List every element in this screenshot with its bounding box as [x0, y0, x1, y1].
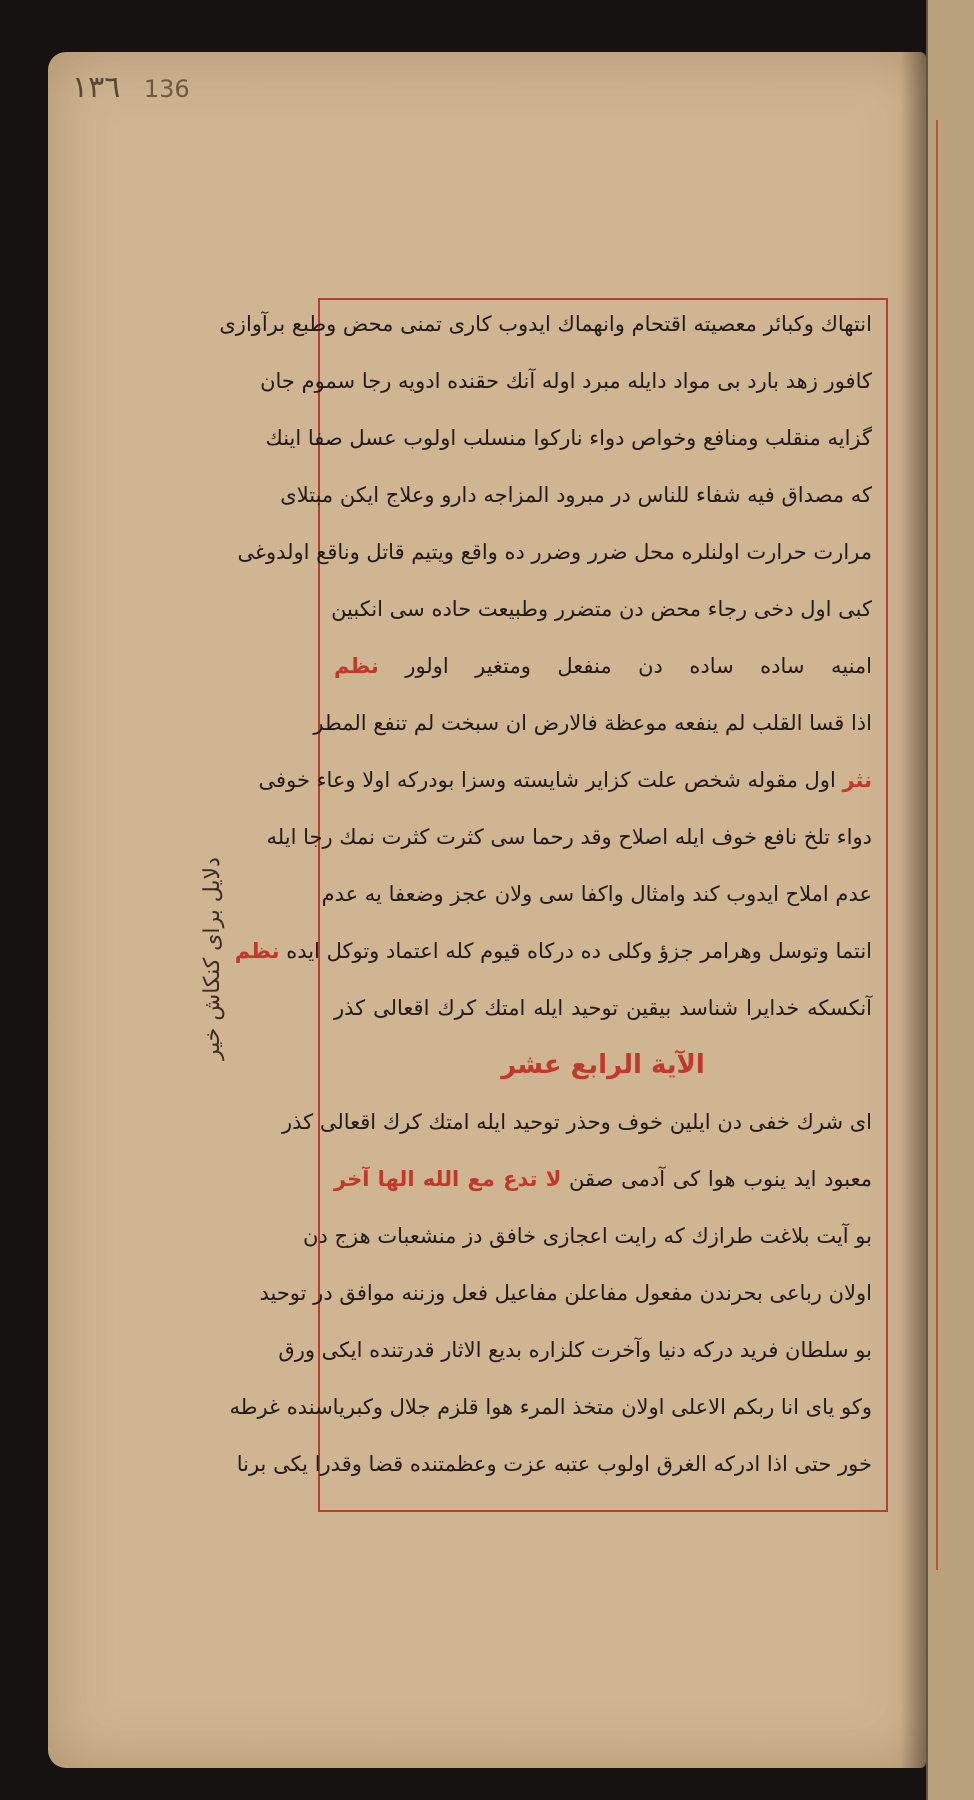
facing-page — [926, 0, 974, 1800]
line-text: انتما وتوسل وهرامر جزؤ وكلى ده دركاه قيوم كله اعتماد وتوكل ايده — [286, 939, 872, 963]
text-line-18 — [259, 1273, 872, 1313]
line-text: كه مصداق فيه شفاء للناس در مبرود المزاجه دارو وعلاج ايكن مبتلاى — [280, 483, 872, 507]
text-line-3 — [265, 418, 872, 458]
line-text: اى شرك خفى دن ايلين خوف وحذر توحيد ايله امتك كرك اقعالى كذر — [282, 1110, 872, 1134]
rubric-label: نثر — [842, 768, 872, 792]
line-text: عدم املاح ايدوب كند وامثال واكفا سى ولان عجز وضعفا يه عدم — [321, 882, 872, 906]
text-line-8 — [313, 703, 872, 743]
line-text: دواء تلخ نافع خوف ايله اصلاح وقد رحما سى كثرت كثرت نمك رجا ايله — [266, 825, 872, 849]
folio-number — [72, 70, 190, 105]
line-text: كافور زهد بارد بى مواد دايله مبرد اوله آنك حقنده ادويه رجا سموم جان — [260, 369, 872, 393]
line-text: اول مقوله شخص علت كزاير شايسته وسزا بودركه اولا وعاء خوفى — [258, 768, 836, 792]
line-text: مرارت حرارت اولنلره محل ضرر وضرر ده واقع ويتيم قاتل وناقع اولدوغى — [237, 540, 872, 564]
text-line-12 — [234, 931, 872, 971]
text-line-6 — [331, 589, 872, 629]
text-line-9 — [258, 760, 872, 800]
text-line-17 — [303, 1216, 872, 1256]
rubric-quote: لا تدع مع الله الها آخر — [334, 1167, 562, 1191]
line-text: خور حتى اذا ادركه الغرق اولوب عتبه عزت وعظمتنده قضا وقدرا يكى برنا — [236, 1452, 872, 1476]
rubric-label: نظم — [334, 654, 379, 678]
text-line-10 — [266, 817, 872, 857]
folio-arabic-numeral: ١٣٦ — [72, 70, 121, 105]
line-text: بو آيت بلاغت طرازك كه رايت اعجازى خافق دز منشعبات هزج دن — [303, 1224, 872, 1248]
text-line-19 — [278, 1330, 872, 1370]
text-line-15 — [282, 1102, 872, 1142]
text-line-1 — [219, 304, 872, 344]
text-line-4 — [280, 475, 872, 515]
line-text: انتهاك وكبائر معصيته اقتحام وانهماك ايدوب كارى تمنى محض وطبع برآوازى — [219, 312, 872, 336]
line-text: كبى اول دخى رجاء محض دن متضرر وطبيعت حاده سى انكبين — [331, 597, 872, 621]
margin-note: دلایل برای کنکاش خیر — [200, 857, 225, 1060]
line-text: اذا قسا القلب لم ينفعه موعظة فالارض ان سبخت لم تنفع المطر — [313, 711, 872, 735]
section-heading — [334, 1045, 872, 1085]
line-text: گزايه منقلب ومنافع وخواص دواء ناركوا منسلب اولوب عسل صفا اينك — [265, 426, 872, 450]
rubric-label: نظم — [234, 939, 280, 963]
text-line-16 — [334, 1159, 872, 1199]
text-line-7 — [334, 646, 872, 686]
text-line-2 — [260, 361, 872, 401]
text-line-5 — [237, 532, 872, 572]
text-frame — [219, 298, 888, 1512]
line-text: اولان رباعى بحرندن مفعول مفاعلن مفاعيل فعل وزننه موافق در توحيد — [259, 1281, 872, 1305]
line-text: آنكسكه خدايرا شناسد بيقين توحيد ايله امتك كرك اقعالى كذر — [334, 996, 872, 1020]
line-text: امنيه ساده ساده دن منفعل ومتغير اولور — [405, 654, 872, 678]
spine-shadow — [900, 52, 926, 1768]
line-text: بو سلطان فريد دركه دنيا وآخرت كلزاره بديع الاثار قدرتنده ايكى ورق — [278, 1338, 872, 1362]
folio-latin-numeral: 136 — [143, 75, 190, 103]
facing-page-rule — [936, 120, 938, 1570]
heading-text: الآية الرابع عشر — [501, 1050, 705, 1080]
text-line-21 — [236, 1444, 872, 1484]
text-line-11 — [321, 874, 872, 914]
line-text: وكو ياى انا ربكم الاعلى اولان متخذ المرء هوا قلزم جلال وكبرياسنده غرطه — [229, 1395, 872, 1419]
text-line-20 — [229, 1387, 872, 1427]
text-line-13 — [334, 988, 872, 1028]
line-text: معبود ايد ينوب هوا كى آدمى صقن — [569, 1167, 872, 1191]
